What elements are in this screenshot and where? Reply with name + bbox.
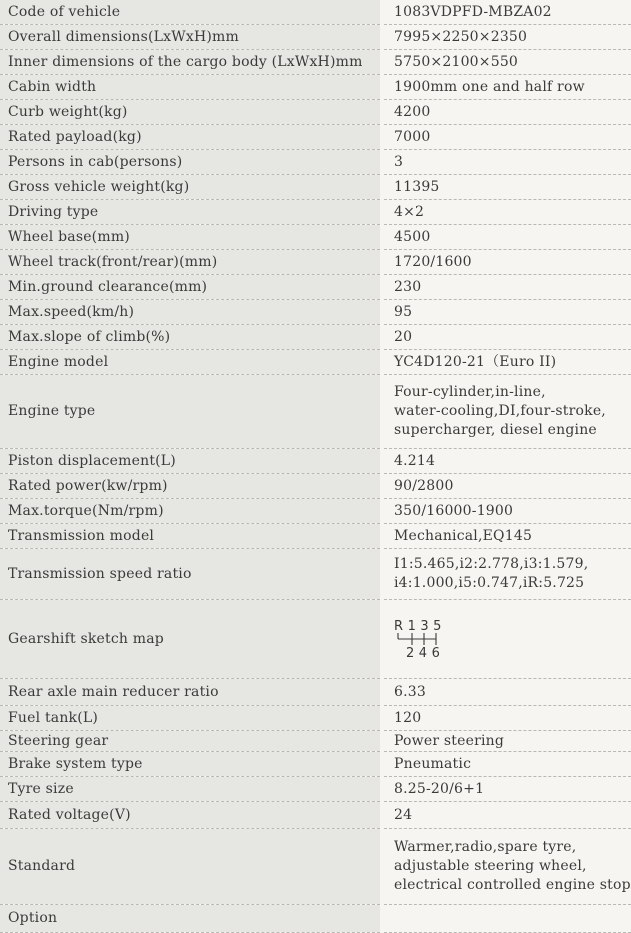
spec-label: Inner dimensions of the cargo body (LxWxH)mm: [0, 50, 382, 75]
spec-value: Pneumatic: [382, 752, 631, 777]
spec-label: Rated payload(kg): [0, 125, 382, 150]
table-row: [0, 300, 631, 325]
gearshift-top-gears: R 1 3 5: [394, 619, 442, 634]
spec-value: 120: [382, 706, 631, 731]
spec-value: [382, 905, 631, 933]
spec-value: 7995×2250×2350: [382, 25, 631, 50]
spec-value: 11395: [382, 175, 631, 200]
gearshift-gate-lines: [398, 633, 436, 645]
table-row: [0, 449, 631, 474]
spec-label: Max.slope of climb(%): [0, 325, 382, 350]
spec-label: Persons in cab(persons): [0, 150, 382, 175]
spec-value: 1720/1600: [382, 250, 631, 275]
spec-label: Gearshift sketch map: [0, 600, 382, 679]
spec-label: Tyre size: [0, 777, 382, 802]
table-row: [0, 275, 631, 300]
spec-value: 4200: [382, 100, 631, 125]
table-row: [0, 50, 631, 75]
spec-value: YC4D120-21（Euro II): [382, 350, 631, 375]
gearshift-sketch-map-icon: [394, 619, 458, 659]
spec-label: Option: [0, 905, 382, 933]
table-row: [0, 802, 631, 829]
spec-label: Gross vehicle weight(kg): [0, 175, 382, 200]
table-row: [0, 524, 631, 549]
spec-value: 5750×2100×550: [382, 50, 631, 75]
spec-label: Driving type: [0, 200, 382, 225]
spec-label: Curb weight(kg): [0, 100, 382, 125]
spec-label: Fuel tank(L): [0, 706, 382, 731]
spec-label: Max.speed(km/h): [0, 300, 382, 325]
spec-value: 6.33: [382, 679, 631, 706]
spec-label: Rated power(kw/rpm): [0, 474, 382, 499]
spec-label: Overall dimensions(LxWxH)mm: [0, 25, 382, 50]
spec-value: 24: [382, 802, 631, 829]
spec-value: 1083VDPFD-MBZA02: [382, 0, 631, 25]
table-row: [0, 75, 631, 100]
table-row: [0, 905, 631, 933]
table-row: [0, 125, 631, 150]
spec-value: Mechanical,EQ145: [382, 524, 631, 549]
table-row: [0, 0, 631, 25]
table-row: [0, 474, 631, 499]
spec-value: 3: [382, 150, 631, 175]
table-row: [0, 375, 631, 449]
spec-label: Min.ground clearance(mm): [0, 275, 382, 300]
spec-label: Piston displacement(L): [0, 449, 382, 474]
table-row: [0, 100, 631, 125]
spec-value: Four-cylinder,in-line, water-cooling,DI,four-stroke, supercharger, diesel engine: [382, 375, 631, 449]
spec-value: 350/16000-1900: [382, 499, 631, 524]
table-row: [0, 499, 631, 524]
spec-label: Wheel base(mm): [0, 225, 382, 250]
table-row: [0, 250, 631, 275]
spec-label: Transmission speed ratio: [0, 549, 382, 600]
table-row: [0, 679, 631, 706]
spec-value: 20: [382, 325, 631, 350]
spec-label: Standard: [0, 829, 382, 905]
table-row: [0, 225, 631, 250]
spec-label: Max.torque(Nm/rpm): [0, 499, 382, 524]
spec-value: 4500: [382, 225, 631, 250]
spec-value: Warmer,radio,spare tyre, adjustable steering wheel, electrical controlled engine stop: [382, 829, 631, 905]
table-row: [0, 777, 631, 802]
spec-value: I1:5.465,i2:2.778,i3:1.579, i4:1.000,i5:0.747,iR:5.725: [382, 549, 631, 600]
gearshift-sketch-cell: [382, 600, 631, 679]
spec-value: 4×2: [382, 200, 631, 225]
table-row: [0, 706, 631, 731]
spec-value: 90/2800: [382, 474, 631, 499]
table-row: [0, 25, 631, 50]
table-row: [0, 549, 631, 600]
table-row: [0, 752, 631, 777]
spec-label: Code of vehicle: [0, 0, 382, 25]
table-row: [0, 350, 631, 375]
table-row: [0, 829, 631, 905]
spec-value: 230: [382, 275, 631, 300]
spec-label: Rear axle main reducer ratio: [0, 679, 382, 706]
gearshift-bottom-gears: 2 4 6: [406, 646, 441, 659]
spec-value: 95: [382, 300, 631, 325]
spec-label: Rated voltage(V): [0, 802, 382, 829]
table-row: [0, 150, 631, 175]
spec-label: Engine type: [0, 375, 382, 449]
table-row: [0, 731, 631, 752]
spec-value: 8.25-20/6+1: [382, 777, 631, 802]
spec-value: 4.214: [382, 449, 631, 474]
spec-label: Cabin width: [0, 75, 382, 100]
spec-value: 7000: [382, 125, 631, 150]
spec-label: Brake system type: [0, 752, 382, 777]
table-row: [0, 200, 631, 225]
spec-label: Steering gear: [0, 731, 382, 752]
spec-label: Wheel track(front/rear)(mm): [0, 250, 382, 275]
spec-label: Transmission model: [0, 524, 382, 549]
table-row: [0, 600, 631, 679]
spec-value: 1900mm one and half row: [382, 75, 631, 100]
spec-label: Engine model: [0, 350, 382, 375]
spec-value: Power steering: [382, 731, 631, 752]
table-row: [0, 175, 631, 200]
table-row: [0, 325, 631, 350]
